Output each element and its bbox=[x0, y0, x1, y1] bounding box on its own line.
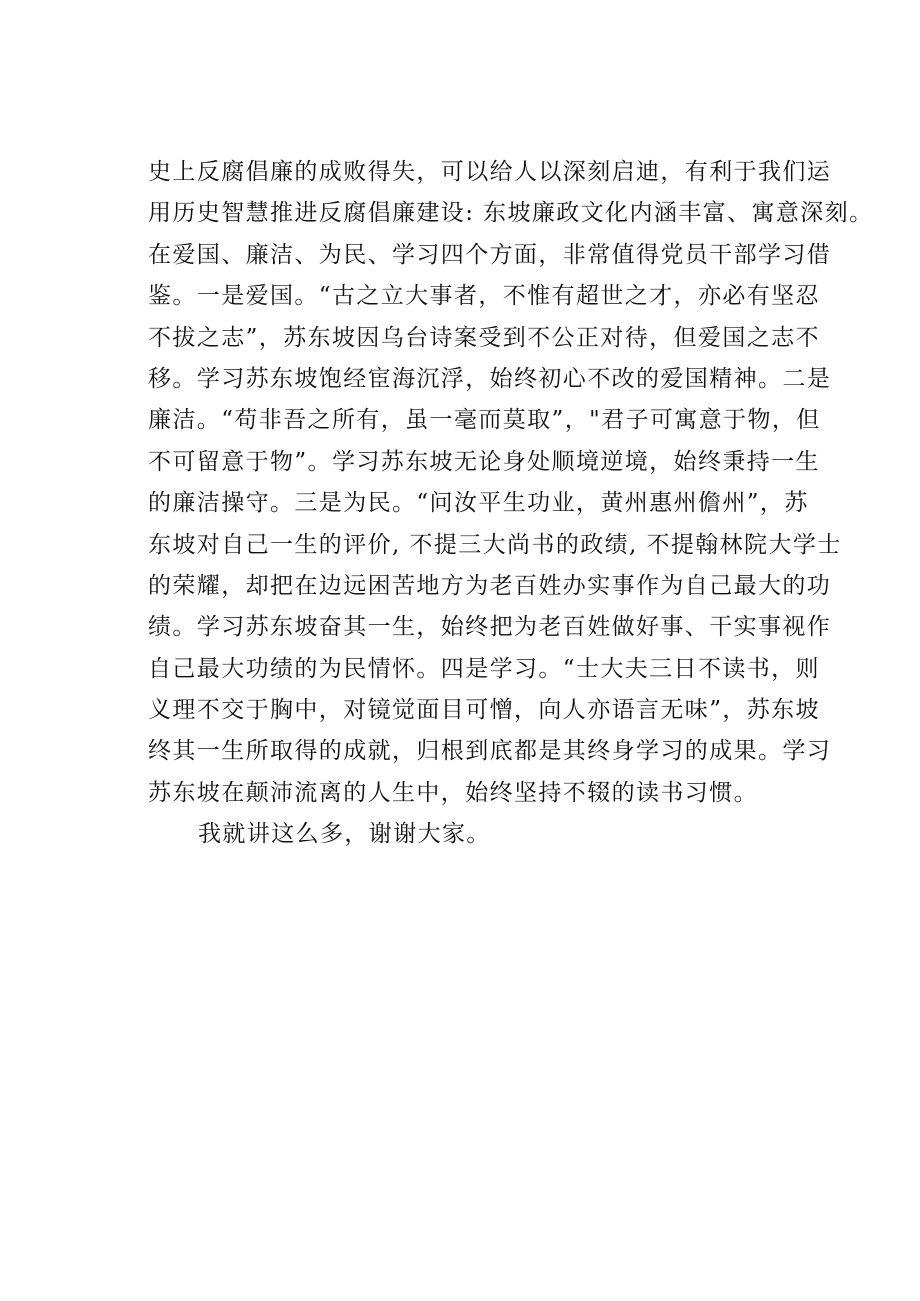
text-line: 的荣耀，却把在边远困苦地方为老百姓办实事作为自己最大的功 bbox=[148, 572, 832, 599]
text-line: 自己最大功绩的为民情怀。四是学习。“士大夫三日不读书，则 bbox=[148, 655, 820, 682]
text-line: 在爱国、廉洁、为民、学习四个方面，非常值得党员干部学习借 bbox=[148, 241, 832, 268]
text-line: 东坡对自己一生的评价, 不提三大尚书的政绩, 不提翰林院大学士 bbox=[148, 531, 842, 558]
body-text bbox=[148, 152, 874, 856]
text-line: 用历史智慧推进反腐倡廉建设: 东坡廉政文化内涵丰富、寓意深刻。 bbox=[148, 200, 874, 227]
text-line: 苏东坡在颠沛流离的人生中，始终坚持不辍的读书习惯。 bbox=[148, 779, 758, 806]
text-line: 绩。学习苏东坡奋其一生，始终把为老百姓做好事、干实事视作 bbox=[148, 614, 832, 641]
text-line: 史上反腐倡廉的成败得失，可以给人以深刻启迪，有利于我们运 bbox=[148, 159, 832, 185]
text-line: 廉洁。“苟非吾之所有，虽一毫而莫取”，"君子可寓意于物，但 bbox=[148, 407, 821, 434]
text-line: 义理不交于胸中，对镜觉面目可憎，向人亦语言无味”，苏东坡 bbox=[148, 697, 820, 724]
text-line: 移。学习苏东坡饱经宦海沉浮，始终初心不改的爱国精神。二是 bbox=[148, 365, 832, 392]
text-line: 不可留意于物”。学习苏东坡无论身处顺境逆境，始终秉持一生 bbox=[148, 448, 820, 475]
text-line: 的廉洁操守。三是为民。“问汝平生功业，黄州惠州儋州”，苏 bbox=[148, 490, 809, 517]
text-line: 鉴。一是爱国。“古之立大事者，不惟有超世之才，亦必有坚忍 bbox=[148, 283, 820, 310]
text-line: 不拔之志”，苏东坡因乌台诗案受到不公正对待，但爱国之志不 bbox=[148, 324, 820, 351]
closing-line: 我就讲这么多，谢谢大家。 bbox=[198, 821, 491, 848]
text-line: 终其一生所取得的成就，归根到底都是其终身学习的成果。学习 bbox=[148, 738, 832, 765]
